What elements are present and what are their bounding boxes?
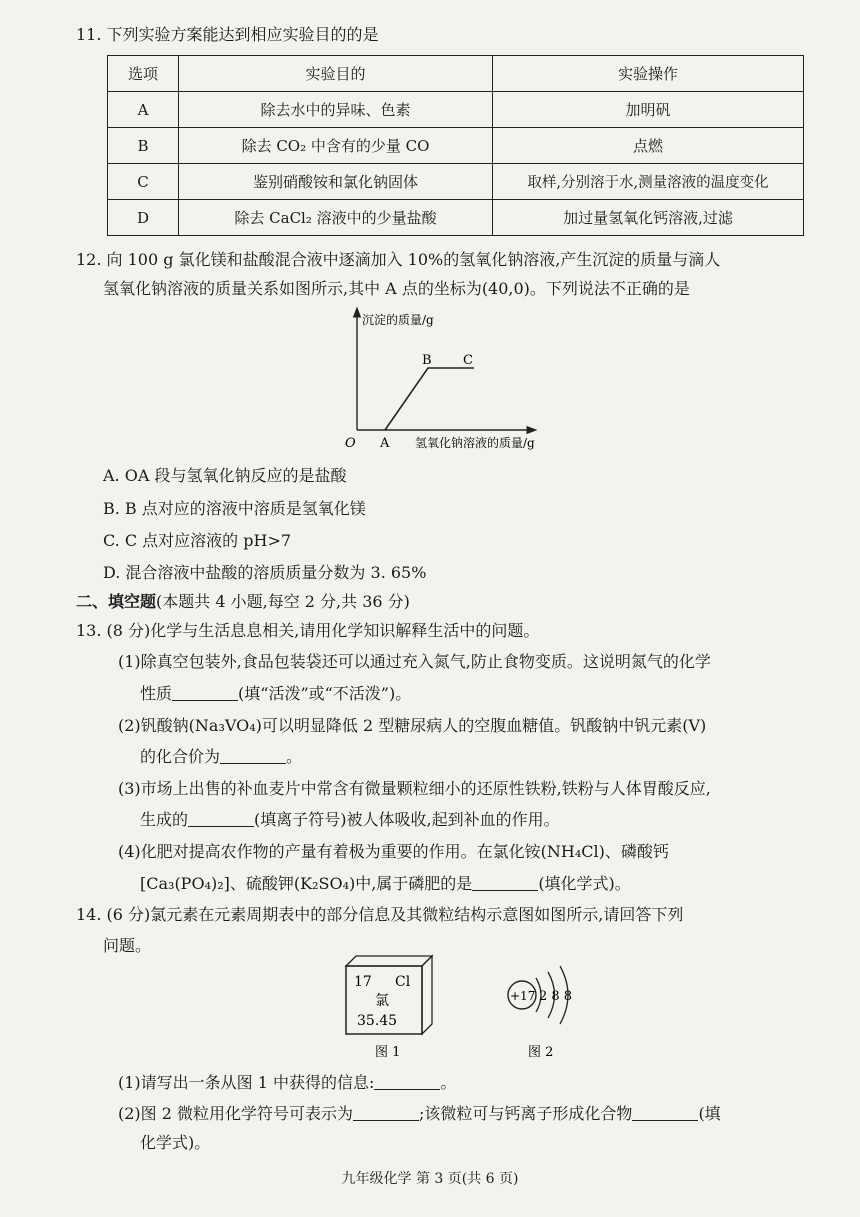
q13-p2-line2: [140, 747, 302, 767]
q14-p2-text-end: (填: [698, 1104, 721, 1123]
point-a-label: A: [380, 436, 390, 451]
q13-title: 13. (8 分)化学与生活息息相关,请用化学知识解释生活中的问题。: [76, 621, 540, 640]
section-heading: [76, 592, 410, 612]
q13-p1-text: 性质: [140, 684, 173, 703]
section-heading-bold: 二、填空题: [76, 592, 157, 611]
q14-p2-line2: 化学式)。: [140, 1133, 211, 1152]
q12-option-b: B. B 点对应的溶液中溶质是氢氧化镁: [103, 499, 366, 518]
page-footer: 九年级化学 第 3 页(共 6 页): [341, 1171, 519, 1187]
q14-p1: [118, 1073, 456, 1093]
q13-p3-line1: (3)市场上出售的补血麦片中常含有微量颗粒细小的还原性铁粉,铁粉与人体胃酸反应,: [118, 779, 711, 798]
q13-answer-blank-4[interactable]: [472, 874, 538, 891]
cell-purpose: 除去 CaCl₂ 溶液中的少量盐酸: [179, 200, 493, 236]
cell-option: C: [108, 164, 179, 200]
cell-option: D: [108, 200, 179, 236]
q13-answer-blank-1[interactable]: [172, 684, 238, 701]
q14-p1-text: (1)请写出一条从图 1 中获得的信息:: [118, 1073, 375, 1092]
q14-p2-text: (2)图 2 微粒用化学符号可表示为: [118, 1104, 354, 1123]
element-name: 氯: [375, 993, 389, 1009]
q13-p4-line1: (4)化肥对提高农作物的产量有着极为重要的作用。在氯化铵(NH₄Cl)、磷酸钙: [118, 842, 669, 861]
q13-p2-line1: (2)钒酸钠(Na₃VO₄)可以明显降低 2 型糖尿病人的空腹血糖值。钒酸钠中钒元素(V): [118, 716, 707, 735]
q12-line2: 氢氧化钠溶液的质量关系如图所示,其中 A 点的坐标为(40,0)。下列说法不正确的是: [103, 279, 690, 298]
q12-option-c: C. C 点对应溶液的 pH>7: [103, 531, 292, 550]
nucleus-charge: +17: [510, 989, 536, 1003]
q13-p3-text-end: (填离子符号)被人体吸收,起到补血的作用。: [254, 810, 560, 829]
q13-p1-line2: [140, 684, 411, 704]
point-c-label: C: [463, 353, 473, 368]
header-operation: 实验操作: [493, 56, 804, 92]
q14-answer-blank-3[interactable]: [632, 1104, 698, 1121]
element-symbol: Cl: [395, 974, 411, 990]
q14-answer-blank-1[interactable]: [374, 1073, 440, 1090]
q14-line1: 14. (6 分)氯元素在元素周期表中的部分信息及其微粒结构示意图如图所示,请回答下列: [76, 905, 684, 924]
cell-purpose: 除去水中的异味、色素: [179, 92, 493, 128]
q13-p2-text: 的化合价为: [140, 747, 221, 766]
q13-p4-text: [Ca₃(PO₄)₂]、硫酸钾(K₂SO₄)中,属于磷肥的是: [140, 874, 473, 893]
electron-shells: 2 8 8: [539, 989, 573, 1004]
q14-p1-text-end: 。: [440, 1073, 457, 1092]
element-cell-figure: [346, 956, 432, 1034]
q12-line1: 12. 向 100 g 氯化镁和盐酸混合液中逐滴加入 10%的氢氧化钠溶液,产生沉淀的质量与滴人: [76, 250, 721, 269]
graph-line: [385, 368, 474, 430]
q11-title: 11. 下列实验方案能达到相应实验目的的是: [76, 25, 379, 44]
q14-p2-text-mid: ;该微粒可与钙离子形成化合物: [419, 1104, 633, 1123]
q12-option-d: D. 混合溶液中盐酸的溶质质量分数为 3. 65%: [103, 563, 427, 582]
origin-label: O: [345, 436, 356, 451]
x-axis-label: 氢氧化钠溶液的质量/g: [415, 436, 535, 450]
cell-operation: 加明矾: [493, 92, 804, 128]
atomic-number: 17: [354, 974, 372, 990]
cell-option: B: [108, 128, 179, 164]
cell-option: A: [108, 92, 179, 128]
header-purpose: 实验目的: [179, 56, 493, 92]
q13-p1-text-end: (填“活泼”或“不活泼”)。: [238, 684, 412, 703]
cell-purpose: 鉴别硝酸铵和氯化钠固体: [179, 164, 493, 200]
point-b-label: B: [422, 353, 432, 368]
cell-operation: 点燃: [493, 128, 804, 164]
q13-answer-blank-2[interactable]: [220, 747, 286, 764]
y-axis-label: 沉淀的质量/g: [362, 313, 434, 327]
cell-purpose: 除去 CO₂ 中含有的少量 CO: [179, 128, 493, 164]
q13-p3-line2: [140, 810, 560, 830]
q14-line2: 问题。: [103, 936, 152, 955]
cell-operation: 加过量氢氧化钙溶液,过滤: [493, 200, 804, 236]
q14-p2-line1: [118, 1104, 721, 1124]
fig2-caption: 图 2: [528, 1045, 554, 1060]
ion-structure-figure: [508, 966, 572, 1024]
q13-p4-text-end: (填化学式)。: [538, 874, 631, 893]
fig1-caption: 图 1: [375, 1045, 401, 1060]
q12-option-a: A. OA 段与氢氧化钠反应的是盐酸: [103, 466, 347, 485]
q13-p4-line2: [140, 874, 631, 894]
q13-answer-blank-3[interactable]: [188, 810, 254, 827]
q13-p3-text: 生成的: [140, 810, 189, 829]
q13-p2-text-end: 。: [286, 747, 303, 766]
header-option: 选项: [108, 56, 179, 92]
q13-p1-line1: (1)除真空包装外,食品包装袋还可以通过充入氮气,防止食物变质。这说明氮气的化学: [118, 652, 711, 671]
q14-answer-blank-2[interactable]: [353, 1104, 419, 1121]
section-heading-rest: (本题共 4 小题,每空 2 分,共 36 分): [156, 592, 410, 611]
atomic-mass: 35.45: [357, 1013, 398, 1029]
cell-operation: 取样,分别溶于水,测量溶液的温度变化: [493, 164, 804, 200]
